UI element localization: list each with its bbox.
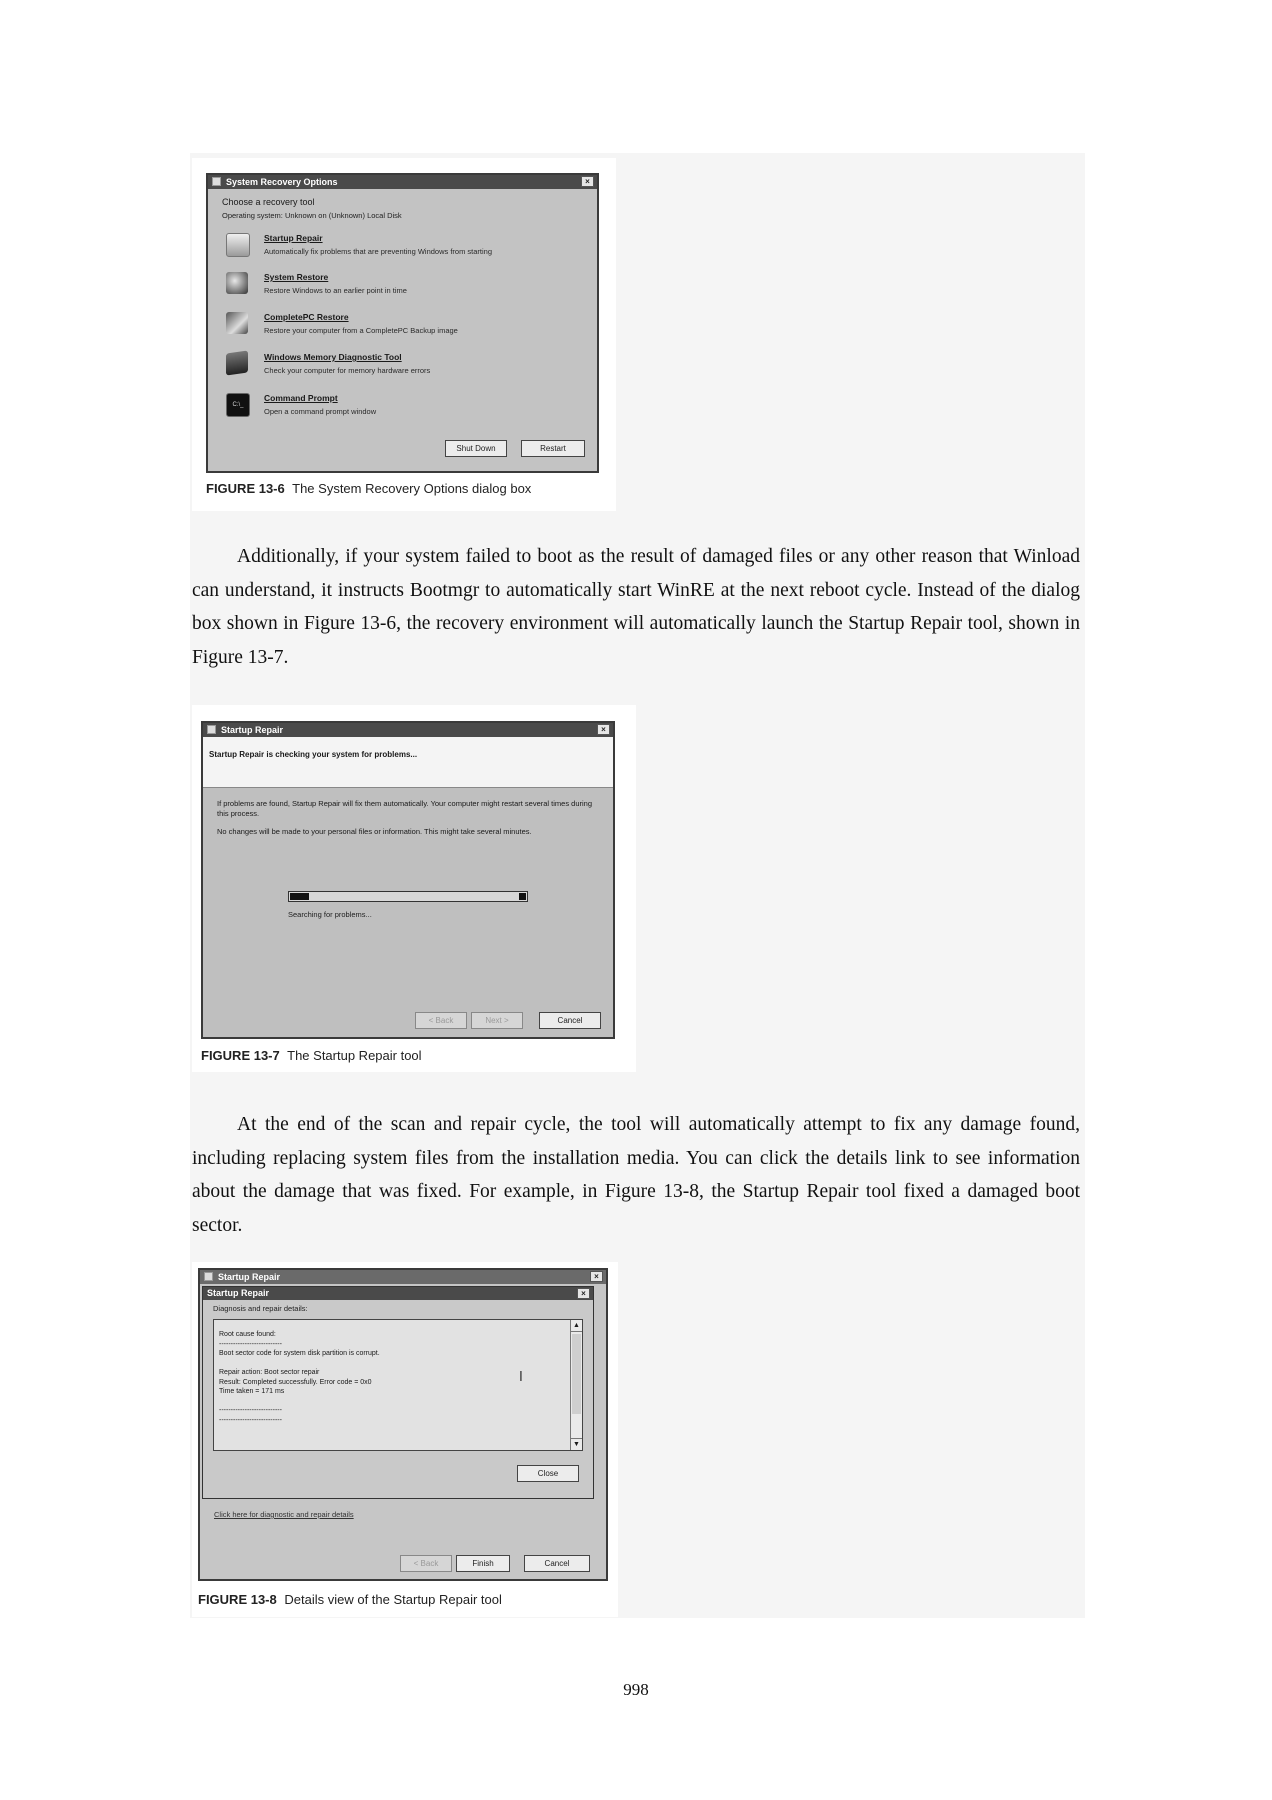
caption-text: The Startup Repair tool [287, 1048, 422, 1063]
command-prompt-icon: C:\_ [226, 393, 250, 417]
startup-repair-dialog [201, 721, 615, 1039]
shut-down-button[interactable]: Shut Down [445, 440, 507, 457]
paragraph-text: At the end of the scan and repair cycle, the tool will automatically attempt to fix any damage found, including replacing system files from the installation media. You can click the details link to see information about the damage that was fixed. For example, in Figure 13-8, the Startup Repair tool fixed a damaged boot sector. [192, 1114, 1080, 1236]
tool-description: Restore your computer from a CompletePC Backup image [264, 326, 458, 335]
caption-label: FIGURE 13-6 [206, 481, 285, 496]
repair-details-dialog [202, 1286, 594, 1499]
details-line: Boot sector code for system disk partition is corrupt. [219, 1350, 380, 1357]
tool-description: Open a command prompt window [264, 407, 377, 416]
details-line [219, 1397, 559, 1407]
back-button[interactable]: < Back [400, 1555, 452, 1572]
progress-bar [288, 891, 528, 902]
dialog-title: Startup Repair [221, 725, 284, 735]
outer-title-bar [200, 1270, 606, 1284]
scroll-thumb[interactable] [572, 1334, 581, 1414]
figure-13-6 [192, 158, 616, 511]
tool-description: Check your computer for memory hardware errors [264, 366, 431, 375]
tool-description: Restore Windows to an earlier point in time [264, 286, 407, 295]
paragraph-text: Additionally, if your system failed to boot as the result of damaged files or any other reason that Winload can understand, it instructs Bootmgr to automatically start WinRE at the next reboot cycle. Instead of the dialog box shown in Figure 13-6, the recovery environment will automatically launch the Startup Repair tool, shown in Figure 13-7. [192, 546, 1080, 668]
figure-13-7 [192, 705, 636, 1072]
status-header-area [203, 737, 613, 788]
body-paragraph-1 [192, 540, 1080, 674]
system-restore-icon [226, 272, 248, 294]
window-icon [207, 725, 216, 734]
window-icon [212, 177, 221, 186]
vertical-scrollbar[interactable] [570, 1320, 582, 1450]
startup-repair-icon [226, 233, 250, 257]
progress-marker [519, 893, 526, 900]
figure-caption [198, 1592, 502, 1607]
window-icon [204, 1272, 213, 1281]
close-icon[interactable]: × [597, 724, 610, 735]
figure-caption [201, 1048, 422, 1063]
progress-fill [290, 893, 309, 900]
back-button[interactable]: < Back [415, 1012, 467, 1029]
inner-title: Startup Repair [207, 1288, 270, 1298]
close-icon[interactable]: × [590, 1271, 603, 1282]
details-label: Diagnosis and repair details: [213, 1304, 308, 1313]
status-heading: Startup Repair is checking your system for problems... [209, 750, 418, 759]
details-line [219, 1359, 559, 1369]
caption-text: The System Recovery Options dialog box [292, 481, 532, 496]
next-button[interactable]: Next > [471, 1012, 523, 1029]
text-cursor-icon: I [519, 1370, 523, 1385]
os-line: Operating system: Unknown on (Unknown) Local Disk [222, 211, 402, 220]
caption-label: FIGURE 13-7 [201, 1048, 280, 1063]
caption-label: FIGURE 13-8 [198, 1592, 277, 1607]
restart-button[interactable]: Restart [521, 440, 585, 457]
body-paragraph-2 [192, 1108, 1080, 1242]
dialog-heading: Choose a recovery tool [222, 197, 315, 207]
startup-repair-link[interactable]: Startup Repair [264, 233, 323, 243]
details-line: Repair action: Boot sector repair [219, 1369, 320, 1376]
inner-title-bar [203, 1287, 593, 1300]
page-number: 998 [623, 1680, 649, 1699]
dialog-title-bar [208, 175, 597, 189]
details-line: Time taken = 171 ms [219, 1388, 285, 1395]
figure-13-8 [192, 1262, 618, 1617]
details-line: Result: Completed successfully. Error code = 0x0 [219, 1378, 372, 1386]
scroll-down-icon[interactable]: ▼ [571, 1438, 582, 1450]
completepc-restore-icon [226, 312, 248, 334]
cancel-button[interactable]: Cancel [539, 1012, 601, 1029]
system-restore-link[interactable]: System Restore [264, 272, 329, 282]
close-icon[interactable]: × [577, 1288, 590, 1299]
no-changes-message: No changes will be made to your personal files or information. This might take several minutes. [217, 827, 532, 836]
diagnostic-details-link[interactable]: Click here for diagnostic and repair details [214, 1510, 354, 1519]
details-line: --------------------------- [219, 1340, 282, 1348]
memory-diagnostic-icon [226, 350, 248, 375]
details-line: --------------------------- [219, 1407, 282, 1414]
cancel-button[interactable]: Cancel [524, 1555, 590, 1572]
system-recovery-options-dialog [206, 173, 599, 473]
details-line: --------------------------- [219, 1416, 282, 1424]
info-message: If problems are found, Startup Repair will fix them automatically. Your computer might restart several times during this process. [217, 799, 593, 818]
finish-button[interactable]: Finish [456, 1555, 510, 1572]
figure-caption [206, 481, 531, 496]
tool-description: Automatically fix problems that are preventing Windows from starting [264, 247, 493, 256]
details-textbox[interactable] [213, 1319, 583, 1451]
dialog-title-bar [203, 723, 613, 737]
close-icon[interactable]: × [581, 176, 594, 187]
details-line: Root cause found: [219, 1331, 276, 1338]
close-button[interactable]: Close [517, 1465, 579, 1482]
outer-title: Startup Repair [218, 1272, 281, 1282]
scroll-up-icon[interactable]: ▲ [571, 1320, 582, 1332]
completepc-restore-link[interactable]: CompletePC Restore [264, 312, 349, 322]
progress-label: Searching for problems... [288, 910, 372, 919]
caption-text: Details view of the Startup Repair tool [284, 1592, 502, 1607]
memory-diagnostic-link[interactable]: Windows Memory Diagnostic Tool [264, 352, 402, 362]
startup-repair-outer-window [198, 1268, 608, 1581]
dialog-title: System Recovery Options [226, 177, 338, 187]
command-prompt-link[interactable]: Command Prompt [264, 393, 338, 403]
details-text [219, 1330, 559, 1425]
